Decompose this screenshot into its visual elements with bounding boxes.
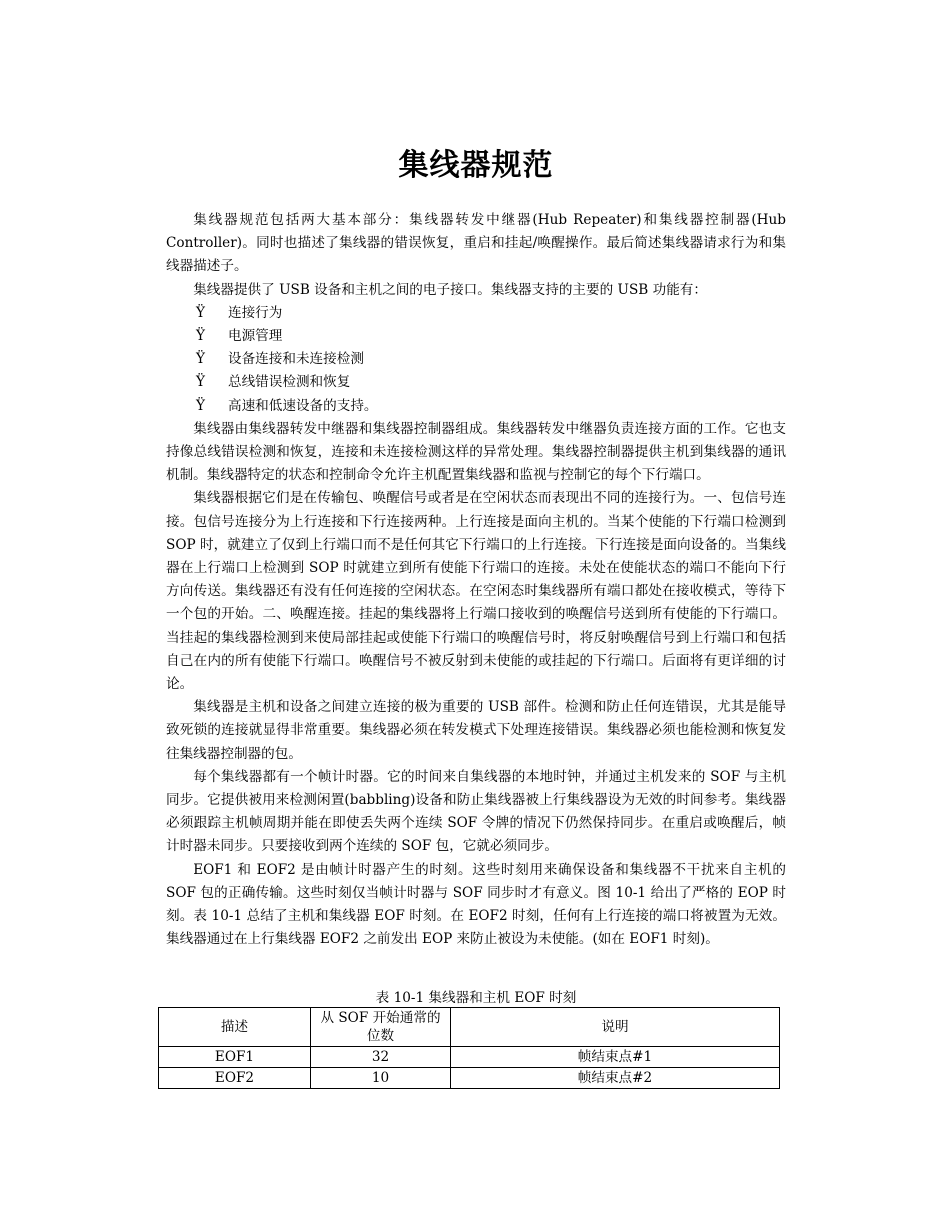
paragraph-intro: 集线器规范包括两大基本部分：集线器转发中继器(Hub Repeater)和集线器控制器(Hub Controller)。同时也描述了集线器的错误恢复，重启和挂起/唤醒操作。最后简述集线器请求行为和集线器描述子。 <box>166 212 786 275</box>
paragraph-eof-timing: EOF1 和 EOF2 是由帧计时器产生的时刻。这些时刻用来确保设备和集线器不干扰来自主机的 SOF 包的正确传输。这些时刻仅当帧计时器与 SOF 同步时才有意义。图 10-1 给出了严格的 EOP 时刻。表 10-1 总结了主机和集线器 EOF 时刻。在 EOF2 时刻，任何有上行连接的端口将被置为无效。集线器通过在上行集线器 EOF2 之前发出 EOP 来防止被设为未使能。(如在 EOF1 时刻)。 <box>166 861 786 948</box>
list-item-text: 设备连接和未连接检测 <box>228 351 364 368</box>
list-item-text: 总线错误检测和恢复 <box>228 374 351 391</box>
column-header-bit-count: 从 SOF 开始通常的位数 <box>311 1008 451 1047</box>
list-item-text: 电源管理 <box>228 328 283 345</box>
list-item-text: 高速和低速设备的支持。 <box>228 397 378 414</box>
document-title: 集线器规范 <box>398 148 554 183</box>
paragraph-error-handling: 集线器是主机和设备之间建立连接的极为重要的 USB 部件。检测和防止任何连错误，尤其是能导致死锁的连接就显得非常重要。集线器必须在转发模式下处理连接错误。集线器必须也能检测和恢复发往集线器控制器的包。 <box>166 699 786 762</box>
table-cell: 帧结束点#2 <box>451 1068 780 1089</box>
table-cell: EOF1 <box>159 1047 311 1068</box>
table-cell: 帧结束点#1 <box>451 1047 780 1068</box>
list-item <box>166 371 786 394</box>
paragraph-frame-timer: 每个集线器都有一个帧计时器。它的时间来自集线器的本地时钟，并通过主机发来的 SOF 与主机同步。它提供被用来检测闲置(babbling)设备和防止集线器被上行集线器设为无效的时间参考。集线器必须跟踪主机帧周期并能在即使丢失两个连续 SOF 令牌的情况下仍然保持同步。在重启或唤醒后，帧计时器未同步。只要接收到两个连续的 SOF 包，它就必须同步。 <box>166 768 786 855</box>
table-cell: EOF2 <box>159 1068 311 1089</box>
list-item <box>166 348 786 371</box>
table-cell: 32 <box>311 1047 451 1068</box>
bullet-icon: Ÿ <box>196 374 205 391</box>
table-row <box>159 1047 780 1068</box>
bullet-icon: Ÿ <box>196 397 205 414</box>
paragraph-hub-composition: 集线器由集线器转发中继器和集线器控制器组成。集线器转发中继器负责连接方面的工作。它也支持像总线错误检测和恢复，连接和未连接检测这样的异常处理。集线器控制器提供主机到集线器的通讯机制。集线器特定的状态和控制命令允许主机配置集线器和监视与控制它的每个下行端口。 <box>166 420 786 484</box>
table-header-row <box>159 1008 780 1047</box>
eof-timing-table <box>158 1007 780 1089</box>
document-body <box>166 209 786 952</box>
column-header-notes: 说明 <box>451 1008 780 1047</box>
list-item <box>166 302 786 325</box>
bullet-icon: Ÿ <box>196 304 205 321</box>
paragraph-usb-functions: 集线器提供了 USB 设备和主机之间的电子接口。集线器支持的主要的 USB 功能有： <box>193 281 707 298</box>
usb-function-list <box>166 302 786 418</box>
table-cell: 10 <box>311 1068 451 1089</box>
table-row <box>159 1068 780 1089</box>
table-caption: 表 10-1 集线器和主机 EOF 时刻 <box>375 990 577 1006</box>
bullet-icon: Ÿ <box>196 351 205 368</box>
list-item <box>166 325 786 348</box>
list-item <box>166 395 786 418</box>
bullet-icon: Ÿ <box>196 328 205 345</box>
list-item-text: 连接行为 <box>228 304 283 321</box>
paragraph-connectivity: 集线器根据它们是在传输包、唤醒信号或者是在空闲状态而表现出不同的连接行为。一、包信号连接。包信号连接分为上行连接和下行连接两种。上行连接是面向主机的。当某个使能的下行端口检测到 SOP 时，就建立了仅到上行端口而不是任何其它下行端口的上行连接。下行连接是面向设备的。当集线器在上行端口上检测到 SOP 时就建立到所有使能下行端口的连接。未处在使能状态的端口不能向下行方向传送。集线器还有没有任何连接的空闲状态。在空闲态时集线器所有端口都处在接收模式，等待下一个包的开始。二、唤醒连接。挂起的集线器将上行端口接收到的唤醒信号送到所有使能的下行端口。当挂起的集线器检测到来使局部挂起或使能下行端口的唤醒信号时，将反射唤醒信号到上行端口和包括自己在内的所有使能下行端口。唤醒信号不被反射到未使能的或挂起的下行端口。后面将有更详细的讨论。 <box>166 490 786 693</box>
column-header-description: 描述 <box>159 1008 311 1047</box>
